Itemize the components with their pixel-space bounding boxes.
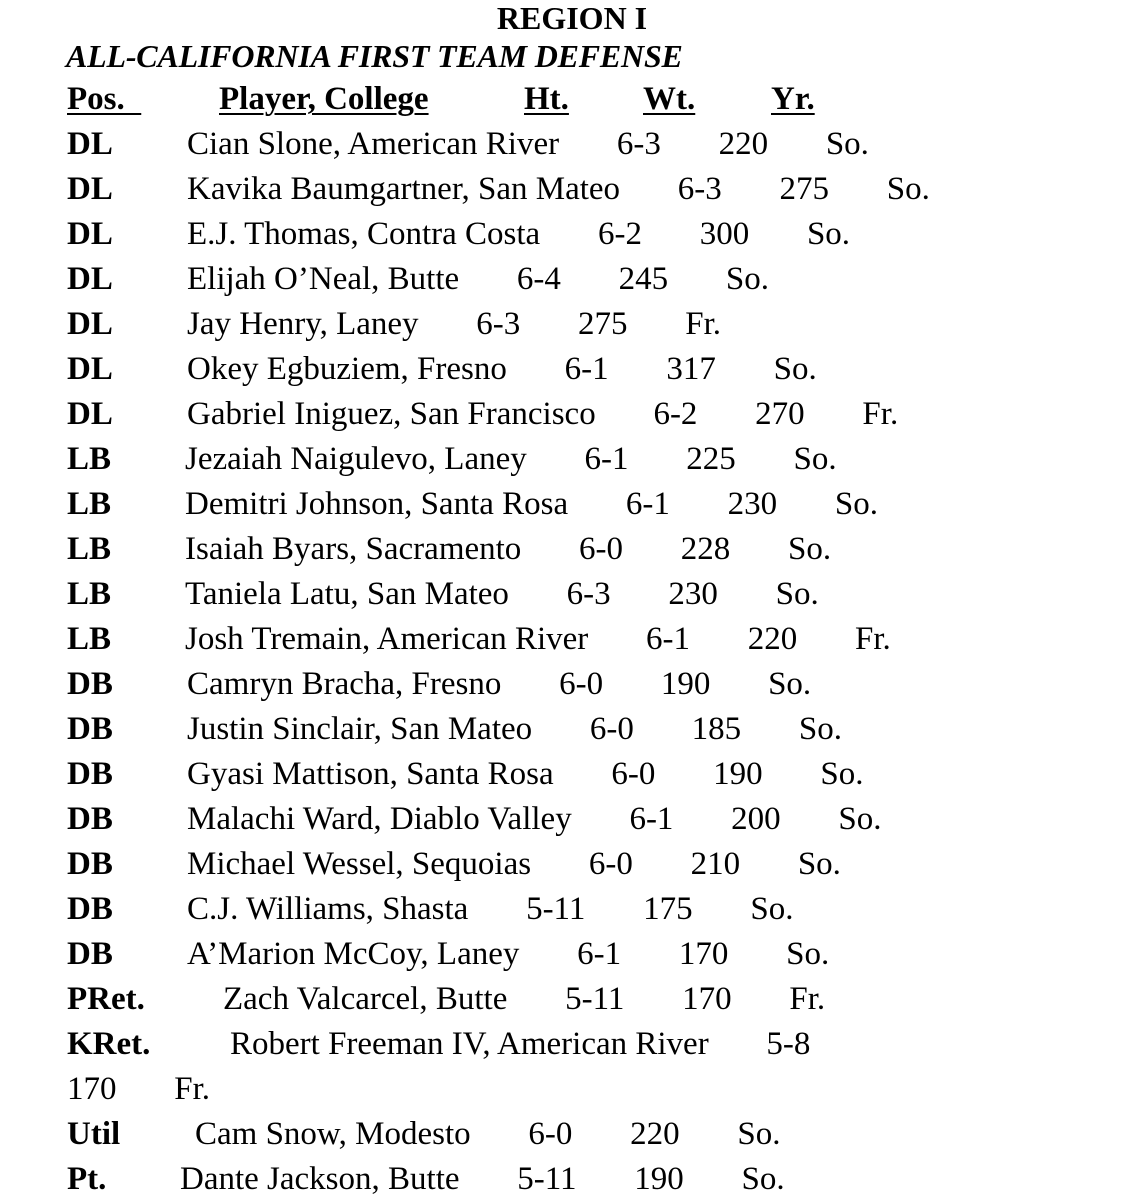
player-details: Cian Slone, American River 6-3 220 So. <box>187 126 869 162</box>
header-pos: Pos. <box>67 81 142 117</box>
player-row <box>0 1022 1148 1067</box>
player-row <box>0 527 1148 572</box>
player-row <box>0 977 1148 1022</box>
position: DB <box>67 801 113 837</box>
player-row <box>0 347 1148 392</box>
player-row <box>0 842 1148 887</box>
player-row <box>0 392 1148 437</box>
player-row <box>0 617 1148 662</box>
player-details: Josh Tremain, American River 6-1 220 Fr. <box>185 621 891 657</box>
player-row <box>0 167 1148 212</box>
region-title-text: REGION I <box>496 0 648 36</box>
player-details: C.J. Williams, Shasta 5-11 175 So. <box>187 891 794 927</box>
player-details: Justin Sinclair, San Mateo 6-0 185 So. <box>187 711 842 747</box>
player-details: Gabriel Iniguez, San Francisco 6-2 270 Fr. <box>187 396 899 432</box>
player-row-continuation <box>0 1067 1148 1112</box>
player-details: Dante Jackson, Butte 5-11 190 So. <box>180 1161 785 1197</box>
position: DL <box>67 171 113 207</box>
player-row <box>0 797 1148 842</box>
header-height: Ht. <box>524 81 569 117</box>
position: DB <box>67 666 113 702</box>
position: DL <box>67 126 113 162</box>
player-details: Zach Valcarcel, Butte 5-11 170 Fr. <box>223 981 826 1017</box>
position: DL <box>67 306 113 342</box>
player-details: Cam Snow, Modesto 6-0 220 So. <box>195 1116 781 1152</box>
player-row <box>0 302 1148 347</box>
position: LB <box>67 531 112 567</box>
position: DB <box>67 711 113 747</box>
player-row <box>0 752 1148 797</box>
position: KRet. <box>67 1026 151 1062</box>
position: PRet. <box>67 981 145 1017</box>
player-row <box>0 257 1148 302</box>
position: DB <box>67 891 113 927</box>
player-row <box>0 932 1148 977</box>
position: DB <box>67 846 113 882</box>
position: LB <box>67 486 112 522</box>
player-details: Jay Henry, Laney 6-3 275 Fr. <box>187 306 722 342</box>
position: DL <box>67 216 113 252</box>
header-player-college: Player, College <box>219 81 429 117</box>
player-details: Malachi Ward, Diablo Valley 6-1 200 So. <box>187 801 882 837</box>
position: LB <box>67 441 112 477</box>
player-details: Gyasi Mattison, Santa Rosa 6-0 190 So. <box>187 756 864 792</box>
player-details: Elijah O’Neal, Butte 6-4 245 So. <box>187 261 770 297</box>
player-details: Demitri Johnson, Santa Rosa 6-1 230 So. <box>185 486 878 522</box>
position: DB <box>67 936 113 972</box>
position: DB <box>67 756 113 792</box>
player-row <box>0 1112 1148 1157</box>
player-details: Michael Wessel, Sequoias 6-0 210 So. <box>187 846 841 882</box>
player-details: Isaiah Byars, Sacramento 6-0 228 So. <box>185 531 832 567</box>
player-row <box>0 1157 1148 1202</box>
position: DL <box>67 351 113 387</box>
team-title: ALL-CALIFORNIA FIRST TEAM DEFENSE <box>66 38 683 74</box>
player-details: Camryn Bracha, Fresno 6-0 190 So. <box>187 666 812 702</box>
player-details-continued: 170 Fr. <box>67 1071 211 1107</box>
player-list <box>0 122 1148 1202</box>
player-details: Taniela Latu, San Mateo 6-3 230 So. <box>185 576 819 612</box>
player-details: Robert Freeman IV, American River 5-8 <box>230 1026 811 1062</box>
position: Util <box>67 1116 121 1152</box>
player-row <box>0 707 1148 752</box>
position: DL <box>67 261 113 297</box>
player-row <box>0 482 1148 527</box>
player-row <box>0 122 1148 167</box>
position: LB <box>67 576 112 612</box>
player-details: Jezaiah Naigulevo, Laney 6-1 225 So. <box>185 441 837 477</box>
header-year: Yr. <box>771 81 815 117</box>
header-weight: Wt. <box>643 81 696 117</box>
player-row <box>0 662 1148 707</box>
player-details: Okey Egbuziem, Fresno 6-1 317 So. <box>187 351 817 387</box>
player-row <box>0 437 1148 482</box>
position: Pt. <box>67 1161 107 1197</box>
position: DL <box>67 396 113 432</box>
player-details: A’Marion McCoy, Laney 6-1 170 So. <box>187 936 830 972</box>
region-title <box>0 0 1148 38</box>
player-details: E.J. Thomas, Contra Costa 6-2 300 So. <box>187 216 851 252</box>
player-row <box>0 572 1148 617</box>
player-details: Kavika Baumgartner, San Mateo 6-3 275 So. <box>187 171 930 207</box>
position: LB <box>67 621 112 657</box>
player-row <box>0 212 1148 257</box>
player-row <box>0 887 1148 932</box>
